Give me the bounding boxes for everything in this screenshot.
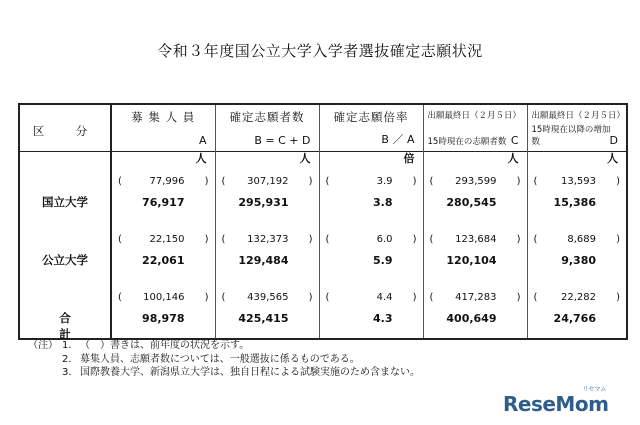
cell-ba: ( 3.9 ) 3.8 [319, 164, 423, 222]
header-col-a: 募 集 人 員 A [111, 104, 215, 152]
unit-cell: 倍 [319, 152, 423, 165]
table-row [19, 222, 627, 280]
unit-cell: 人 [111, 152, 215, 165]
note-item: 2. 募集人員、志願者数については、一般選抜に係るものである。 [62, 353, 360, 365]
unit-cell-empty [19, 152, 111, 165]
cell-ba: ( 6.0 ) 5.9 [319, 222, 423, 280]
note-item: （注） 1. （ ）書きは、前年度の状況を示す。 [28, 340, 250, 351]
header-col-c: 出願最終日（２月５日） 15時現在の志願者数 C [423, 104, 527, 152]
table-row [19, 164, 627, 222]
application-status-table [18, 103, 628, 340]
cell-a: ( 100,146 ) 98,978 [111, 280, 215, 339]
notes [28, 339, 420, 380]
cell-b: ( 132,373 ) 129,484 [215, 222, 319, 280]
header-category: 区 分 [19, 104, 111, 152]
cell-c: ( 123,684 ) 120,104 [423, 222, 527, 280]
page-title: 令和３年度国公立大学入学者選抜確定志願状況 [157, 42, 483, 60]
cell-d: ( 8,689 ) 9,380 [527, 222, 627, 280]
cell-b: ( 307,192 ) 295,931 [215, 164, 319, 222]
cell-d: ( 13,593 ) 15,386 [527, 164, 627, 222]
header-col-b: 確定志願者数 B = C + D [215, 104, 319, 152]
table-header-row [19, 104, 627, 152]
header-col-ba: 確定志願倍率 B ／ A [319, 104, 423, 152]
cell-c: ( 417,283 ) 400,649 [423, 280, 527, 339]
cell-ba: ( 4.4 ) 4.3 [319, 280, 423, 339]
cell-b: ( 439,565 ) 425,415 [215, 280, 319, 339]
unit-cell: 人 [423, 152, 527, 165]
header-col-d: 出願最終日（２月５日） 15時現在以降の増加数 D [527, 104, 627, 152]
row-label: 国立大学 [19, 164, 111, 222]
row-label: 公立大学 [19, 222, 111, 280]
row-label: 合 計 [19, 280, 111, 339]
cell-a: ( 22,150 ) 22,061 [111, 222, 215, 280]
note-item: 3. 国際教養大学、新潟県立大学は、独自日程による試験実施のため含まない。 [62, 367, 420, 378]
resemom-logo: ReseMom リセマム [503, 386, 609, 416]
unit-row [19, 152, 627, 165]
unit-cell: 人 [215, 152, 319, 165]
cell-a: ( 77,996 ) 76,917 [111, 164, 215, 222]
unit-cell: 人 [527, 152, 627, 165]
table-row [19, 280, 627, 339]
cell-d: ( 22,282 ) 24,766 [527, 280, 627, 339]
cell-c: ( 293,599 ) 280,545 [423, 164, 527, 222]
